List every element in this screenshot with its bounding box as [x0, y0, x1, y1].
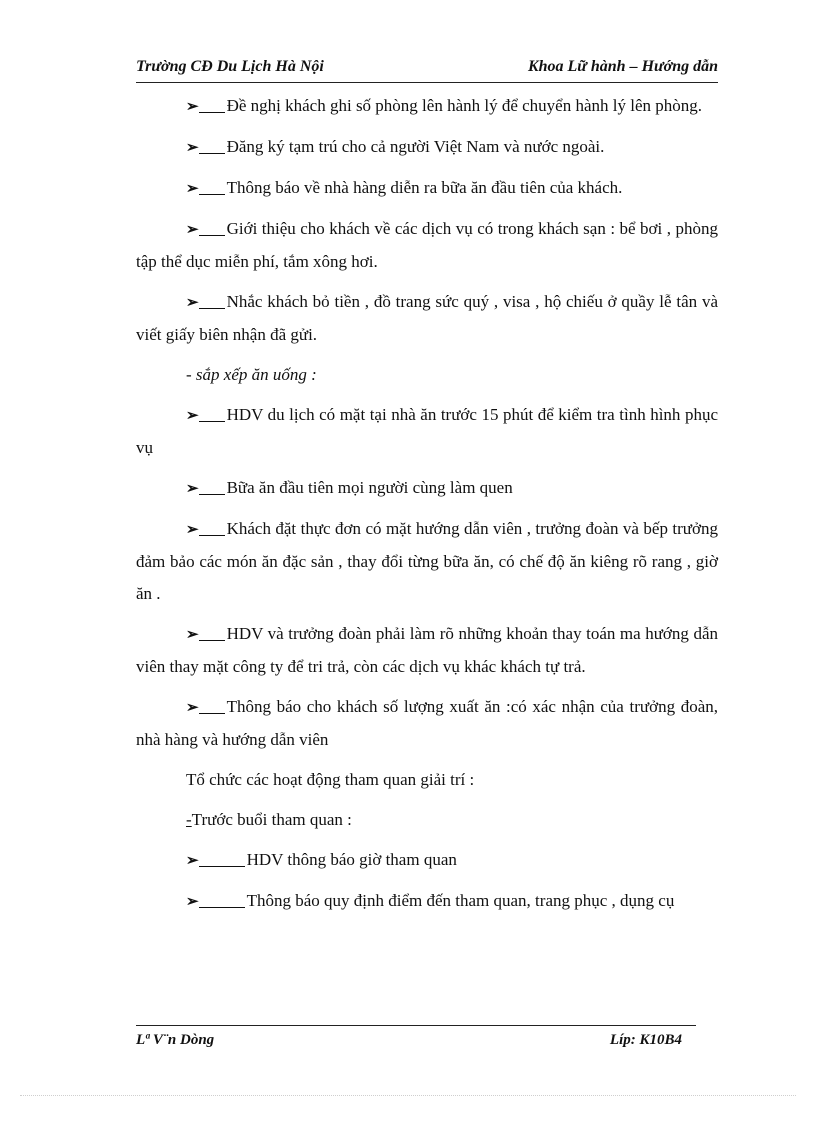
bullet-paragraph: ➢ Đăng ký tạm trú cho cả người Việt Nam và nước ngoài. [136, 131, 718, 164]
bullet-paragraph: ➢ HDV du lịch có mặt tại nhà ăn trước 15 phút để kiểm tra tình hình phục vụ [136, 399, 718, 464]
page-bottom-dotted-line [20, 1095, 796, 1096]
document-body [136, 90, 718, 926]
arrow-bullet-icon: ➢ [186, 522, 199, 538]
bullet-paragraph: ➢ HDV thông báo giờ tham quan [136, 844, 718, 877]
page-footer [136, 1032, 696, 1052]
arrow-bullet-icon: ➢ [186, 700, 199, 716]
arrow-bullet-icon: ➢ [186, 627, 199, 643]
bullet-paragraph: ➢ Nhắc khách bỏ tiền , đồ trang sức quý , visa , hộ chiếu ở quầy lễ tân và viết giấy biên nhận đã gửi. [136, 286, 718, 351]
bullet-paragraph: ➢ Thông báo cho khách số lượng xuất ăn :có xác nhận của trưởng đoàn, nhà hàng và hướng dẫn viên [136, 691, 718, 756]
arrow-bullet-icon: ➢ [186, 481, 199, 497]
bullet-paragraph: ➢ Khách đặt thực đơn có mặt hướng dẫn viên , trưởng đoàn và bếp trưởng đảm bảo các món ăn đặc sản , thay đổi từng bữa ăn, có chế độ ăn kiêng rõ rang , giờ ăn . [136, 513, 718, 610]
bullet-paragraph: ➢ Giới thiệu cho khách về các dịch vụ có trong khách sạn : bể bơi , phòng tập thể dục miễn phí, tắm xông hơi. [136, 213, 718, 278]
arrow-bullet-icon: ➢ [186, 894, 199, 910]
bullet-paragraph: ➢ Thông báo quy định điểm đến tham quan, trang phục , dụng cụ [136, 885, 718, 918]
arrow-bullet-icon: ➢ [186, 181, 199, 197]
section-heading-meals: - sắp xếp ăn uống : [186, 365, 317, 384]
arrow-bullet-icon: ➢ [186, 99, 199, 115]
footer-divider [136, 1025, 696, 1026]
arrow-bullet-icon: ➢ [186, 408, 199, 424]
footer-class: Líp: K10B4 [609, 1032, 682, 1048]
bullet-paragraph: ➢ HDV và trưởng đoàn phải làm rõ những khoản thay toán ma hướng dẫn viên thay mặt công ty để tri trả, còn các dịch vụ khác khách tự trả. [136, 618, 718, 683]
arrow-bullet-icon: ➢ [186, 853, 199, 869]
header-department: Khoa Lữ hành – Hướng dẫn [527, 58, 718, 75]
section-heading-tours: Tổ chức các hoạt động tham quan giải trí : [186, 770, 475, 789]
dash-marker: - [186, 810, 192, 829]
subsection-before-tour: -Trước buổi tham quan : [186, 810, 352, 829]
page-header [136, 56, 718, 83]
footer-author: Lª V¨n Dòng [136, 1032, 215, 1048]
arrow-bullet-icon: ➢ [186, 222, 199, 238]
header-school: Trường CĐ Du Lịch Hà Nội [136, 58, 324, 75]
bullet-paragraph: ➢ Đề nghị khách ghi số phòng lên hành lý để chuyển hành lý lên phòng. [136, 90, 718, 123]
arrow-bullet-icon: ➢ [186, 295, 199, 311]
arrow-bullet-icon: ➢ [186, 140, 199, 156]
bullet-paragraph: ➢ Thông báo về nhà hàng diễn ra bữa ăn đầu tiên của khách. [136, 172, 718, 205]
bullet-paragraph: ➢ Bữa ăn đầu tiên mọi người cùng làm quen [136, 472, 718, 505]
